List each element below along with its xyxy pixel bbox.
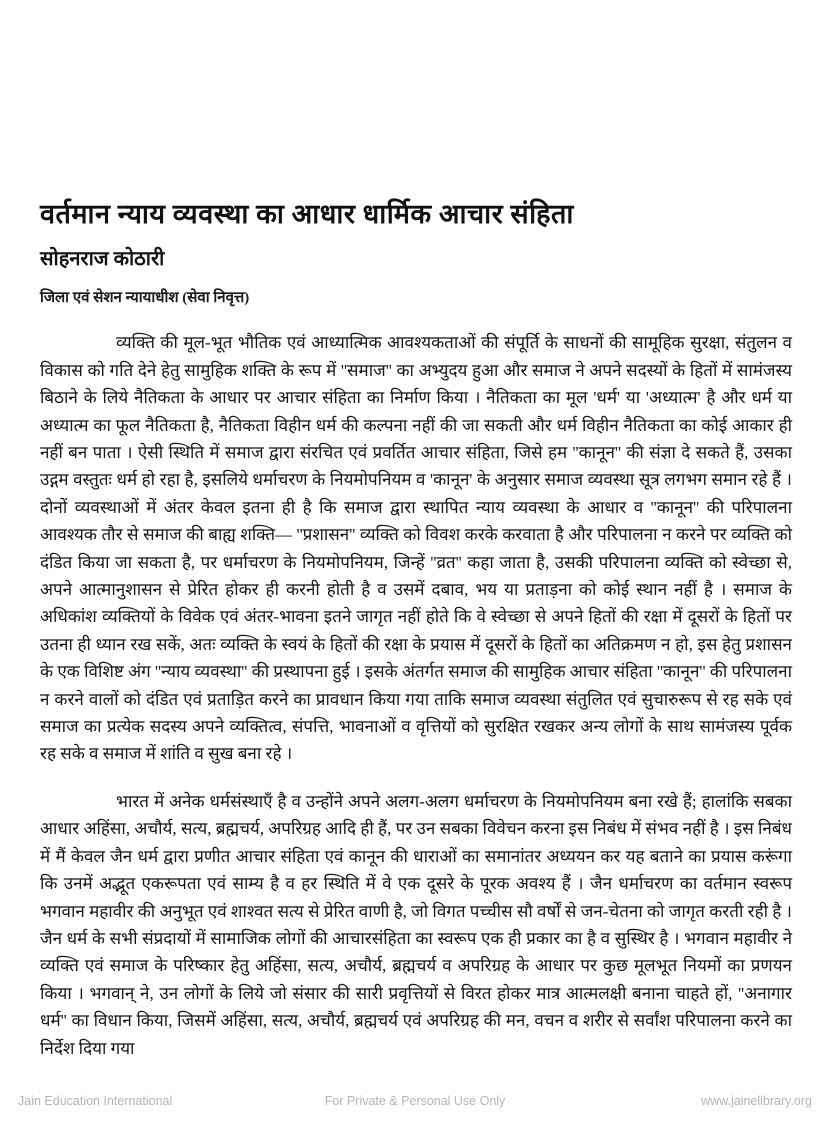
author-name: सोहनराज कोठारी xyxy=(40,248,165,271)
page-footer xyxy=(18,1094,812,1108)
footer-usage-note: For Private & Personal Use Only xyxy=(324,1094,506,1108)
footer-publisher: Jain Education International xyxy=(18,1094,173,1108)
paragraph-1: व्यक्ति की मूल-भूत भौतिक एवं आध्यात्मिक आवश्यकताओं की संपूर्ति के साधनों की सामूहिक सुरक्षा, संतुलन व विकास को गति देने हेतु सामुहिक शक्ति के रूप में ''समाज'' का अभ्युदय हुआ और समाज ने अपने सदस्यों के हितों में सामंजस्य बिठाने के लिये नैतिकता के आधार पर आचार संहिता का निर्माण किया । नैतिकता का मूल 'धर्म' या 'अध्यात्म' है और धर्म या अध्यात्म का फूल नैतिकता है, नैतिकता विहीन धर्म की कल्पना नहीं की जा सकती और धर्म विहीन नैतिकता का कोई आकार ही नहीं बन पाता । ऐसी स्थिति में समाज द्वारा संरचित एवं प्रवर्तित आचार संहिता, जिसे हम ''कानून'' की संज्ञा दे सकते हैं, उसका उद्गम वस्तुतः धर्म हो रहा है, इसलिये धर्माचरण के नियमोपनियम व 'कानून' के अनुसार समाज व्यवस्था सूत्र लगभग समान रहे हैं । दोनों व्यवस्थाओं में अंतर केवल इतना ही है कि समाज द्वारा स्थापित न्याय व्यवस्था के आधार व ''कानून'' की परिपालना आवश्यक तौर से समाज की बाह्य शक्ति— ''प्रशासन'' व्यक्ति को विवश करके करवाता है और परिपालना न करने पर व्यक्ति को दंडित किया जा सकता है, पर धर्माचरण के नियमोपनियम, जिन्हें ''व्रत'' कहा जाता है, उसकी परिपालना व्यक्ति को स्वेच्छा से, अपने आत्मानुशासन से प्रेरित होकर ही करनी होती है व उसमें दबाव, भय या प्रताड़ना को कोई स्थान नहीं है । समाज के अधिकांश व्यक्तियों के विवेक एवं अंतर-भावना इतने जागृत नहीं होते कि वे स्वेच्छा से अपने हितों की रक्षा में दूसरों के हितों पर उतना ही ध्यान रख सकें, अतः व्यक्ति के स्वयं के हितों की रक्षा के प्रयास में दूसरों के हितों का अतिक्रमण न हो, इस हेतु प्रशासन के एक विशिष्ट अंग ''न्याय व्यवस्था'' की प्रस्थापना हुई । इसके अंतर्गत समाज की सामुहिक आचार संहिता ''कानून'' की परिपालना न करने वालों को दंडित एवं प्रताड़ित करने का प्रावधान किया गया ताकि समाज व्यवस्था संतुलित एवं सुचारुरूप से रह सके एवं समाज का प्रत्येक सदस्य अपने व्यक्तित्व, संपत्ति, भावनाओं व वृत्तियों को सुरक्षित रखकर अन्य लोगों के साथ सामंजस्य पूर्वक रह सके व समाज में शांति व सुख बना रहे । xyxy=(40,333,792,764)
article-body xyxy=(40,329,792,1062)
author-role: जिला एवं सेशन न्यायाधीश (सेवा निवृत्त) xyxy=(40,290,250,307)
document-content xyxy=(40,198,792,1062)
footer-website: www.jainelibrary.org xyxy=(701,1094,812,1108)
page-title: वर्तमान न्याय व्यवस्था का आधार धार्मिक आचार संहिता xyxy=(40,199,574,229)
paragraph-2: भारत में अनेक धर्मसंस्थाएँ है व उन्होंने अपने अलग-अलग धर्माचरण के नियमोपनियम बना रखे हैं; हालांकि सबका आधार अहिंसा, अचौर्य, सत्य, ब्रह्मचर्य, अपरिग्रह आदि ही हैं, पर उन सबका विवेचन करना इस निबंध में संभव नहीं है । इस निबंध में मैं केवल जैन धर्म द्वारा प्रणीत आचार संहिता एवं कानून की धाराओं का समानांतर अध्ययन कर यह बताने का प्रयास करूंगा कि उनमें अद्भूत एकरूपता एवं साम्य है व हर स्थिति में वे एक दूसरे के पूरक अवश्य हैं । जैन धर्माचरण का वर्तमान स्वरूप भगवान महावीर की अनुभूत एवं शाश्वत सत्य से प्रेरित वाणी है, जो विगत पच्चीस सौ वर्षों से जन-चेतना को जागृत करती रही है । जैन धर्म के सभी संप्रदायों में सामाजिक लोगों की आचारसंहिता का स्वरूप एक ही प्रकार का है व सुस्थिर है । भगवान महावीर ने व्यक्ति एवं समाज के परिष्कार हेतु अहिंसा, सत्य, अचौर्य, ब्रह्मचर्य व अपरिग्रह के आधार पर कुछ मूलभूत नियमों का प्रणयन किया । भगवान् ने, उन लोगों के लिये जो संसार की सारी प्रवृत्तियों से विरत होकर मात्र आत्मलक्षी बनाना चाहते हों, ''अनागार धर्म'' का विधान किया, जिसमें अहिंसा, सत्य, अचौर्य, ब्रह्मचर्य एवं अपरिग्रह की मन, वचन व शरीर से सर्वांश परिपालना करने का निर्देश दिया गया xyxy=(40,791,793,1058)
